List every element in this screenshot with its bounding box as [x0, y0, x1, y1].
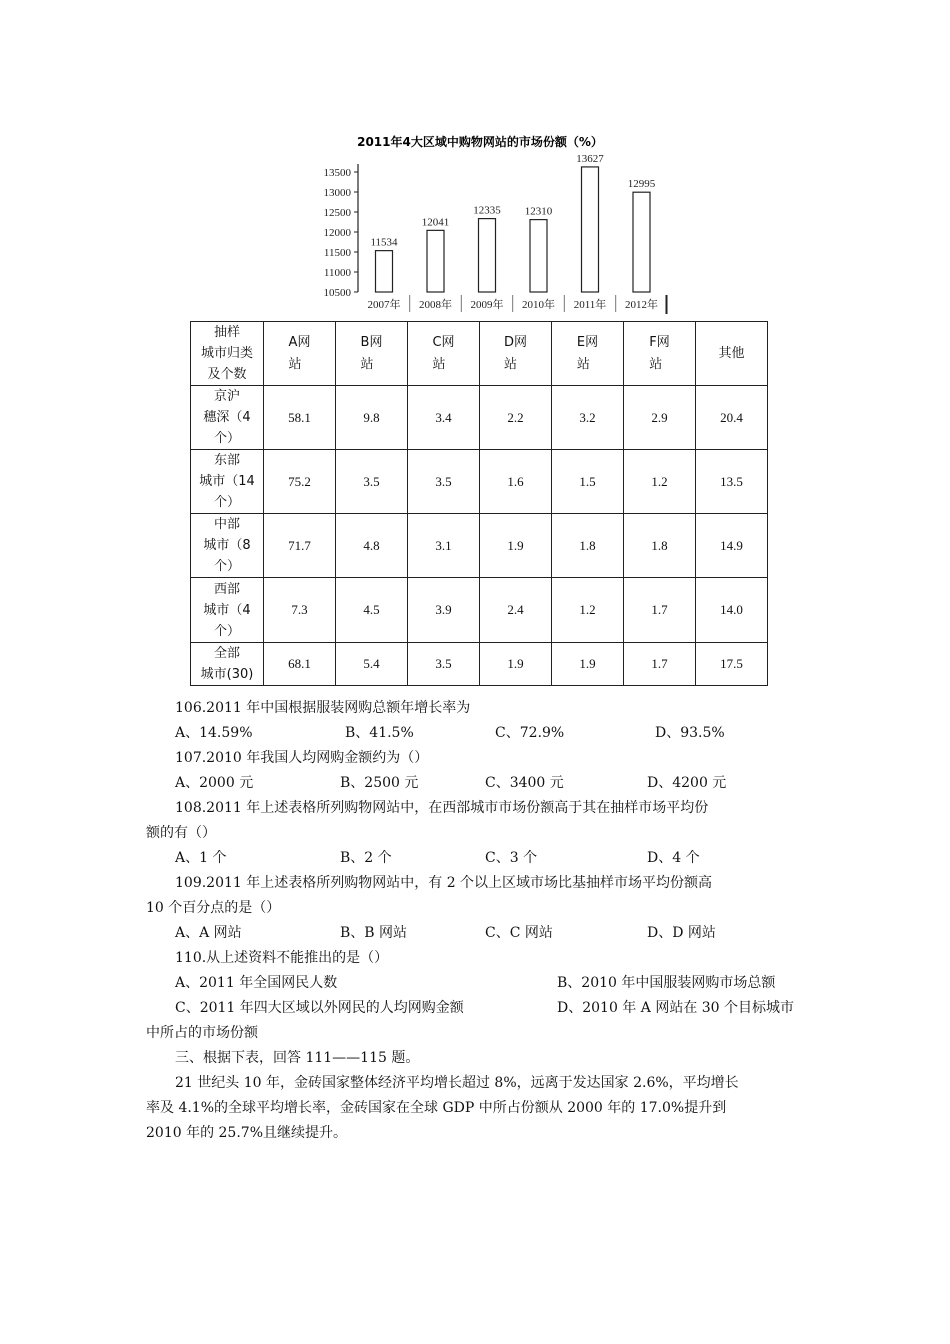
table-cell: 1.7	[624, 643, 696, 686]
q109-option-b: B、B 网站	[340, 925, 408, 941]
q109-option-c: C、C 网站	[485, 925, 553, 941]
table-cell: 1.2	[552, 578, 624, 643]
q106-option-d: D、93.5%	[655, 725, 725, 741]
bar-chart	[300, 130, 670, 320]
table-cell: 7.3	[264, 578, 336, 643]
x-tick-label: 2009年	[470, 299, 504, 311]
question-108-stem-line2: 额的有（）	[146, 825, 216, 841]
table-cell: 75.2	[264, 450, 336, 514]
table-cell: 3.5	[408, 643, 480, 686]
bar-value-label: 11534	[370, 236, 398, 249]
table-cell: 5.4	[336, 643, 408, 686]
q110-option-b: B、2010 年中国服装网购市场总额	[557, 975, 776, 991]
q107-option-d: D、4200 元	[647, 775, 727, 791]
bar-value-label: 12335	[473, 204, 501, 217]
bars	[370, 153, 655, 292]
q108-option-c: C、3 个	[485, 850, 538, 866]
table-cell: 1.9	[552, 643, 624, 686]
table-header-row	[191, 322, 768, 386]
table-cell: 1.9	[480, 643, 552, 686]
table-row-header: 京沪 穗深（4 个）	[191, 386, 264, 450]
x-tick-label: 2011年	[573, 299, 607, 311]
q110-option-a: A、2011 年全国网民人数	[175, 975, 338, 991]
table-cell: 17.5	[696, 643, 768, 686]
table-cell: 58.1	[264, 386, 336, 450]
x-tick-label: 2010年	[522, 299, 555, 311]
bar	[530, 220, 547, 292]
q107-option-c: C、3400 元	[485, 775, 564, 791]
q108-option-a: A、1 个	[175, 850, 227, 866]
q106-option-a: A、14.59%	[175, 725, 253, 741]
section-3-paragraph-line2: 率及 4.1%的全球平均增长率，金砖国家在全球 GDP 中所占份额从 2000 年的 17.0%提升到	[146, 1100, 727, 1116]
x-tick-label: 2012年	[625, 299, 658, 311]
question-109-stem-line1: 109.2011 年上述表格所列购物网站中，有 2 个以上区域市场比基抽样市场平均份额高	[175, 875, 713, 891]
x-tick-label: 2008年	[419, 299, 452, 311]
q110-option-d-line1: D、2010 年 A 网站在 30 个目标城市	[557, 1000, 795, 1016]
table-column-header: E网 站	[552, 322, 624, 386]
table-cell: 3.9	[408, 578, 480, 643]
question-107-stem: 107.2010 年我国人均网购金额约为（）	[175, 750, 429, 766]
bar-value-label: 12041	[421, 216, 450, 229]
table-row	[191, 643, 768, 686]
table-row	[191, 386, 768, 450]
bar	[582, 167, 599, 292]
bar	[427, 230, 444, 292]
table-cell: 1.8	[552, 514, 624, 578]
table-row-header: 中部 城市（8 个）	[191, 514, 264, 578]
section-3-paragraph-line3: 2010 年的 25.7%且继续提升。	[146, 1125, 348, 1141]
table-cell: 13.5	[696, 450, 768, 514]
y-tick-label: 12000	[323, 227, 351, 239]
table-cell: 2.9	[624, 386, 696, 450]
q107-option-b: B、2500 元	[340, 775, 419, 791]
q106-option-b: B、41.5%	[345, 725, 414, 741]
table-cell: 1.2	[624, 450, 696, 514]
table-column-header: F网 站	[624, 322, 696, 386]
table-cell: 9.8	[336, 386, 408, 450]
table-column-header: C网 站	[408, 322, 480, 386]
table-row	[191, 514, 768, 578]
table-cell: 2.2	[480, 386, 552, 450]
table-row-header: 东部 城市（14 个）	[191, 450, 264, 514]
market-share-table	[190, 321, 768, 686]
chart-title: 2011年4大区域中购物网站的市场份额（%）	[357, 135, 603, 149]
question-106-stem: 106.2011 年中国根据服装网购总额年增长率为	[175, 700, 471, 716]
bar	[479, 219, 496, 292]
section-3-paragraph-line1: 21 世纪头 10 年，金砖国家整体经济平均增长超过 8%，远离于发达国家 2.6%，平均增长	[175, 1075, 739, 1091]
table-row	[191, 450, 768, 514]
q108-option-b: B、2 个	[340, 850, 392, 866]
q106-option-c: C、72.9%	[495, 725, 565, 741]
bar-value-label: 12995	[627, 178, 656, 191]
table-row-header: 西部 城市（4 个）	[191, 578, 264, 643]
bar-value-label: 12310	[524, 205, 553, 218]
bar	[376, 251, 393, 292]
bar	[633, 192, 650, 292]
bar-value-label: 13627	[576, 152, 604, 165]
y-axis	[324, 164, 359, 299]
table-cell: 1.9	[480, 514, 552, 578]
q109-option-a: A、A 网站	[175, 925, 242, 941]
table-cell: 3.1	[408, 514, 480, 578]
table-row-header: 全部 城市(30)	[191, 643, 264, 686]
y-tick-label: 13000	[323, 187, 351, 199]
table-column-header: D网 站	[480, 322, 552, 386]
question-109-stem-line2: 10 个百分点的是（）	[146, 900, 281, 916]
y-tick-label: 10500	[323, 287, 351, 299]
table-cell: 4.5	[336, 578, 408, 643]
table-cell: 20.4	[696, 386, 768, 450]
table-cell: 2.4	[480, 578, 552, 643]
table-column-header: A网 站	[264, 322, 336, 386]
table-cell: 1.5	[552, 450, 624, 514]
section-3-heading: 三、根据下表，回答 111——115 题。	[175, 1050, 420, 1066]
table-cell: 3.5	[408, 450, 480, 514]
table-column-header: 其他	[696, 322, 768, 386]
table-cell: 3.2	[552, 386, 624, 450]
y-tick-label: 13500	[323, 167, 351, 179]
table-row	[191, 578, 768, 643]
y-tick-label: 12500	[323, 207, 351, 219]
q110-option-d-line2: 中所占的市场份额	[146, 1025, 258, 1041]
table-cell: 1.6	[480, 450, 552, 514]
question-108-stem-line1: 108.2011 年上述表格所列购物网站中，在西部城市市场份额高于其在抽样市场平均份	[175, 800, 709, 816]
table-cell: 3.5	[336, 450, 408, 514]
q110-option-c: C、2011 年四大区域以外网民的人均网购金额	[175, 1000, 464, 1016]
table-cell: 14.0	[696, 578, 768, 643]
table-cell: 4.8	[336, 514, 408, 578]
question-110-stem: 110.从上述资料不能推出的是（）	[175, 950, 389, 966]
q108-option-d: D、4 个	[647, 850, 700, 866]
q107-option-a: A、2000 元	[175, 775, 254, 791]
table-cell: 3.4	[408, 386, 480, 450]
table-cell: 71.7	[264, 514, 336, 578]
q109-option-d: D、D 网站	[647, 925, 716, 941]
table-cell: 14.9	[696, 514, 768, 578]
table-cell: 1.7	[624, 578, 696, 643]
table-cell: 1.8	[624, 514, 696, 578]
x-tick-label: 2007年	[367, 299, 401, 311]
table-corner-header: 抽样 城市归类 及个数	[191, 322, 264, 386]
y-tick-label: 11000	[323, 267, 351, 279]
table-column-header: B网 站	[336, 322, 408, 386]
y-tick-label: 11500	[323, 247, 351, 259]
table-cell: 68.1	[264, 643, 336, 686]
x-axis-labels	[368, 295, 667, 314]
